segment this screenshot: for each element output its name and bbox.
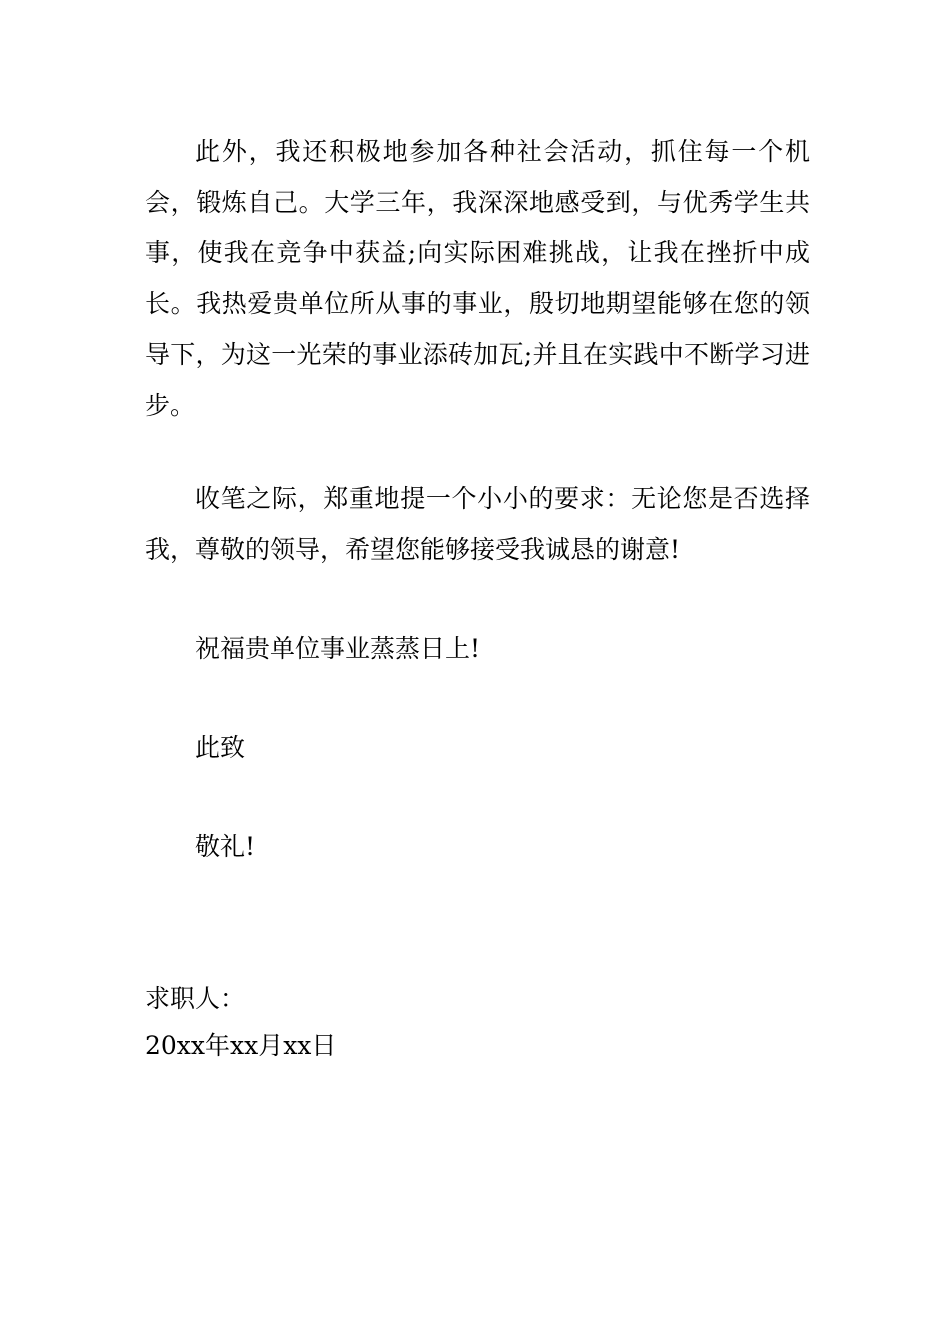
body-paragraph-request: 收笔之际，郑重地提一个小小的要求：无论您是否选择我，尊敬的领导，希望您能够接受我诚恳的谢意! [145,484,810,564]
signature-date: 20xx年xx月xx日 [145,1031,337,1060]
closing-regards: 敬礼! [195,832,256,861]
wish-line: 祝福贵单位事业蒸蒸日上! [195,634,481,663]
closing-salutation: 此致 [195,733,246,762]
body-paragraph-activities: 此外，我还积极地参加各种社会活动，抓住每一个机会，锻炼自己。大学三年，我深深地感受到，与优秀学生共事，使我在竞争中获益;向实际困难挑战，让我在挫折中成长。我热爱贵单位所从事的事业，殷切地期望能够在您的领导下，为这一光荣的事业添砖加瓦;并且在实践中不断学习进步。 [145,137,810,420]
signature-label: 求职人： [145,984,246,1013]
